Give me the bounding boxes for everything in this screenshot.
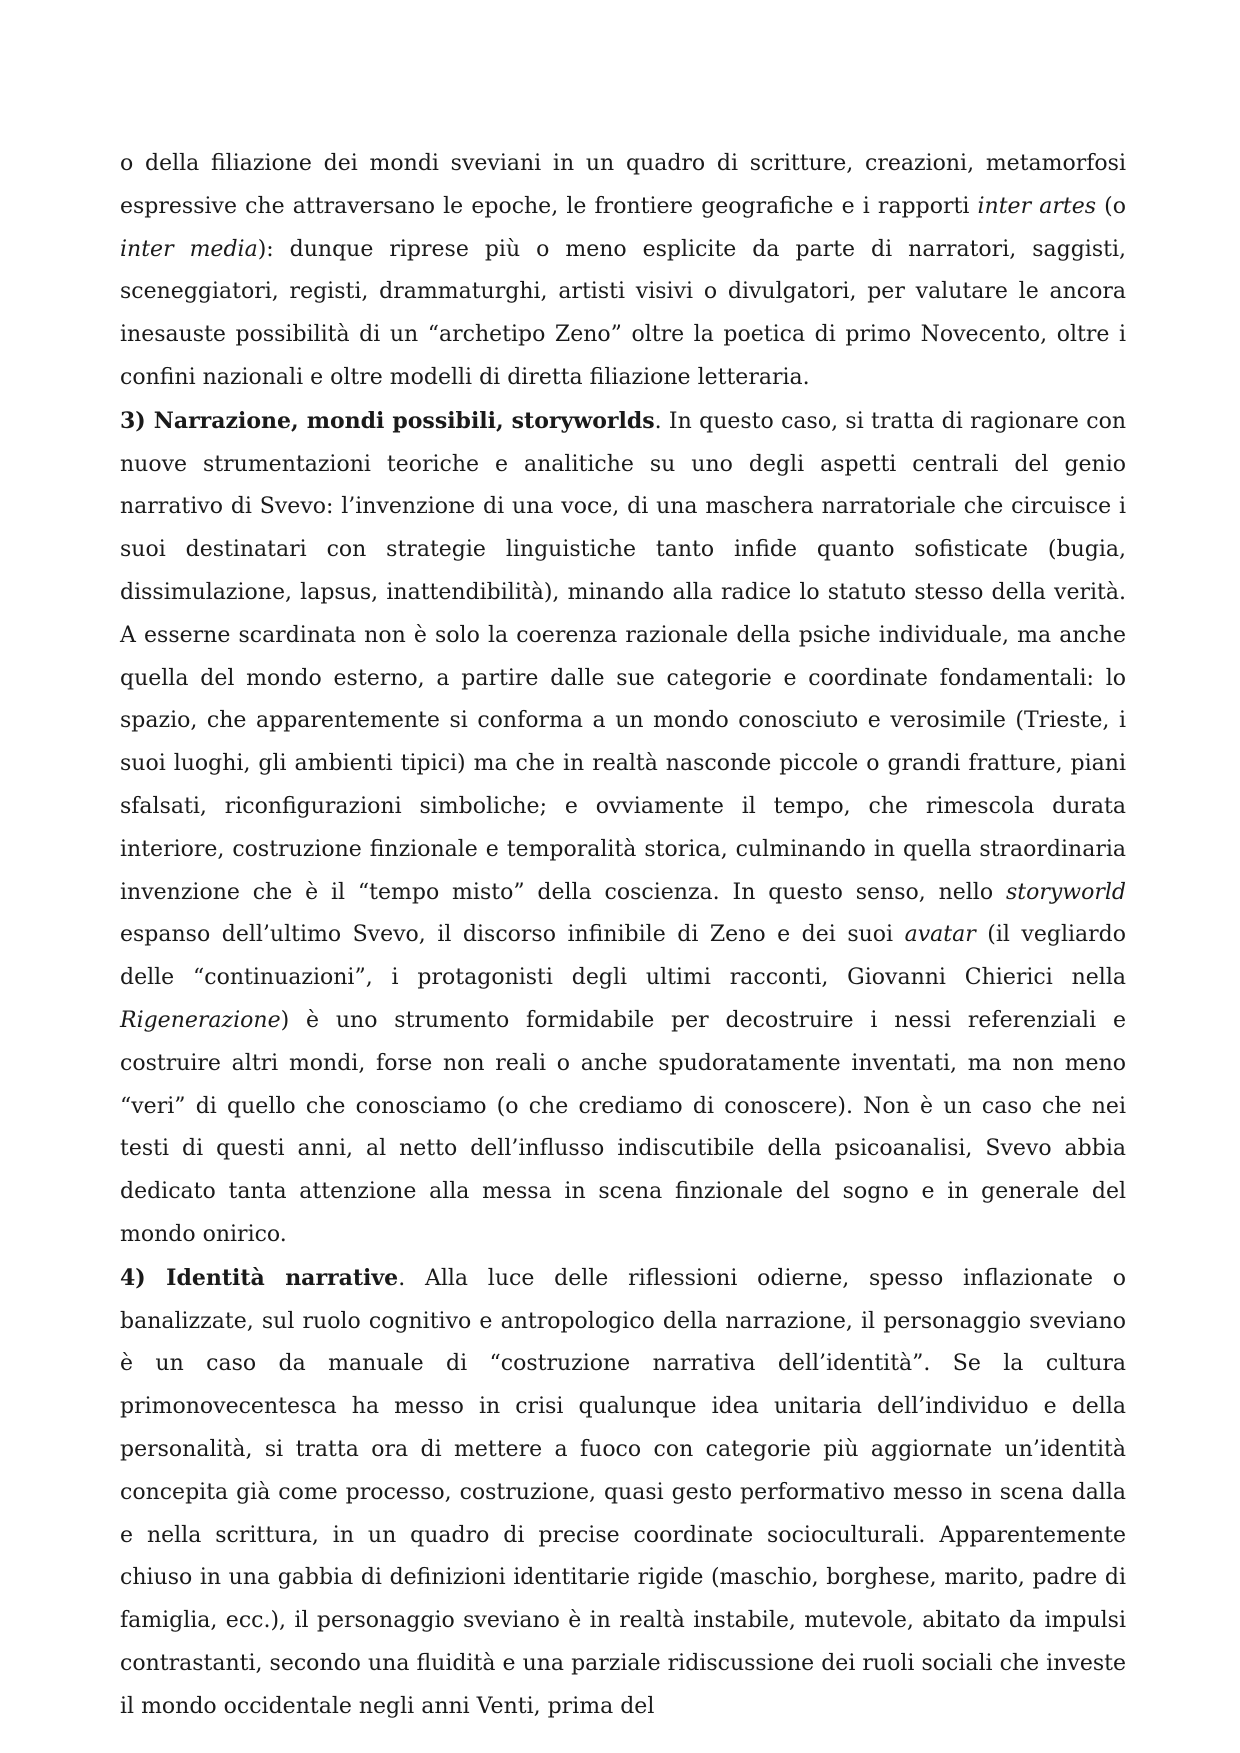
text-span: ): dunque riprese più o meno esplicite da parte di narratori, saggisti, sceneggiatori, registi, drammaturghi, artisti visivi o divulgatori, per valutare le ancora inesauste possibilità di un “archetipo Zeno” oltre la poetica di primo Novecento, oltre i confini nazionali e oltre modelli di diretta filiazione letteraria. [120,236,1126,390]
italic-term: inter artes [977,193,1097,219]
paragraph-identita [120,1257,1126,1729]
text-span: (il vegliardo delle “continuazioni”, i protagonisti degli ultimi racconti, Giovanni Chierici nella [120,922,1126,991]
text-span: ) è uno strumento formidabile per decostruire i nessi referenziali e costruire altri mondi, forse non reali o anche spudoratamente inventati, ma non meno “veri” di quello che conosciamo (o che crediamo di conoscere). Non è un caso che nei testi di questi anni, al netto dell’influsso indiscutibile della psicoanalisi, Svevo abbia dedicato tanta attenzione alla messa in scena finzionale del sogno e in generale del mondo onirico. [120,1007,1126,1247]
italic-term: avatar [904,922,976,948]
paragraph-filiazione [120,143,1126,400]
italic-term: Rigenerazione [120,1007,281,1033]
text-span: . In questo caso, si tratta di ragionare con nuove strumentazioni teoriche e analitiche su uno degli aspetti centrali del genio narrativo di Svevo: l’invenzione di una voce, di una maschera narratoriale che circuisce i suoi destinatari con strategie linguistiche tanto infide quanto sofisticate (bugia, dissimulazione, lapsus, inattendibilità), minando alla radice lo statuto stesso della verità. A esserne scardinata non è solo la coerenza razionale della psiche individuale, ma anche quella del mondo esterno, a partire dalle sue categorie e coordinate fondamentali: lo spazio, che apparentemente si conforma a un mondo conosciuto e verosimile (Trieste, i suoi luoghi, gli ambienti tipici) ma che in realtà nasconde piccole o grandi fratture, piani sfalsati, riconfigurazioni simboliche; e ovviamente il tempo, che rimescola durata interiore, costruzione finzionale e temporalità storica, culminando in quella straordinaria invenzione che è il “tempo misto” della coscienza. In questo senso, nello [120,408,1126,905]
document-page [120,143,1126,1728]
paragraph-narrazione [120,400,1126,1257]
text-span: espanso dell’ultimo Svevo, il discorso infinibile di Zeno e dei suoi [120,922,905,948]
italic-term: inter media [120,236,258,262]
section-heading-narrazione: 3) Narrazione, mondi possibili, storyworlds [120,407,655,434]
text-span: . Alla luce delle riflessioni odierne, spesso inflazionate o banalizzate, sul ruolo cognitivo e antropologico della narrazione, il personaggio sveviano è un caso da manuale di “costruzione narrativa dell’identità”. Se la cultura primonovecentesca ha messo in crisi qualunque idea unitaria dell’individuo e della personalità, si tratta ora di mettere a fuoco con categorie più aggiornate un’identità concepita già come processo, costruzione, quasi gesto performativo messo in scena dalla e nella scrittura, in un quadro di precise coordinate socioculturali. Apparentemente chiuso in una gabbia di definizioni identitarie rigide (maschio, borghese, marito, padre di famiglia, ecc.), il personaggio sveviano è in realtà instabile, mutevole, abitato da impulsi contrastanti, secondo una fluidità e una parziale ridiscussione dei ruoli sociali che investe il mondo occidentale negli anni Venti, prima del [120,1265,1127,1719]
section-heading-identita: 4) Identità narrative [120,1264,399,1291]
italic-term: storyworld [1005,879,1126,905]
text-span: o della filiazione dei mondi sveviani in un quadro di scritture, creazioni, metamorfosi espressive che attraversano le epoche, le frontiere geografiche e i rapporti [120,151,1126,219]
text-span: (o [1096,193,1127,219]
